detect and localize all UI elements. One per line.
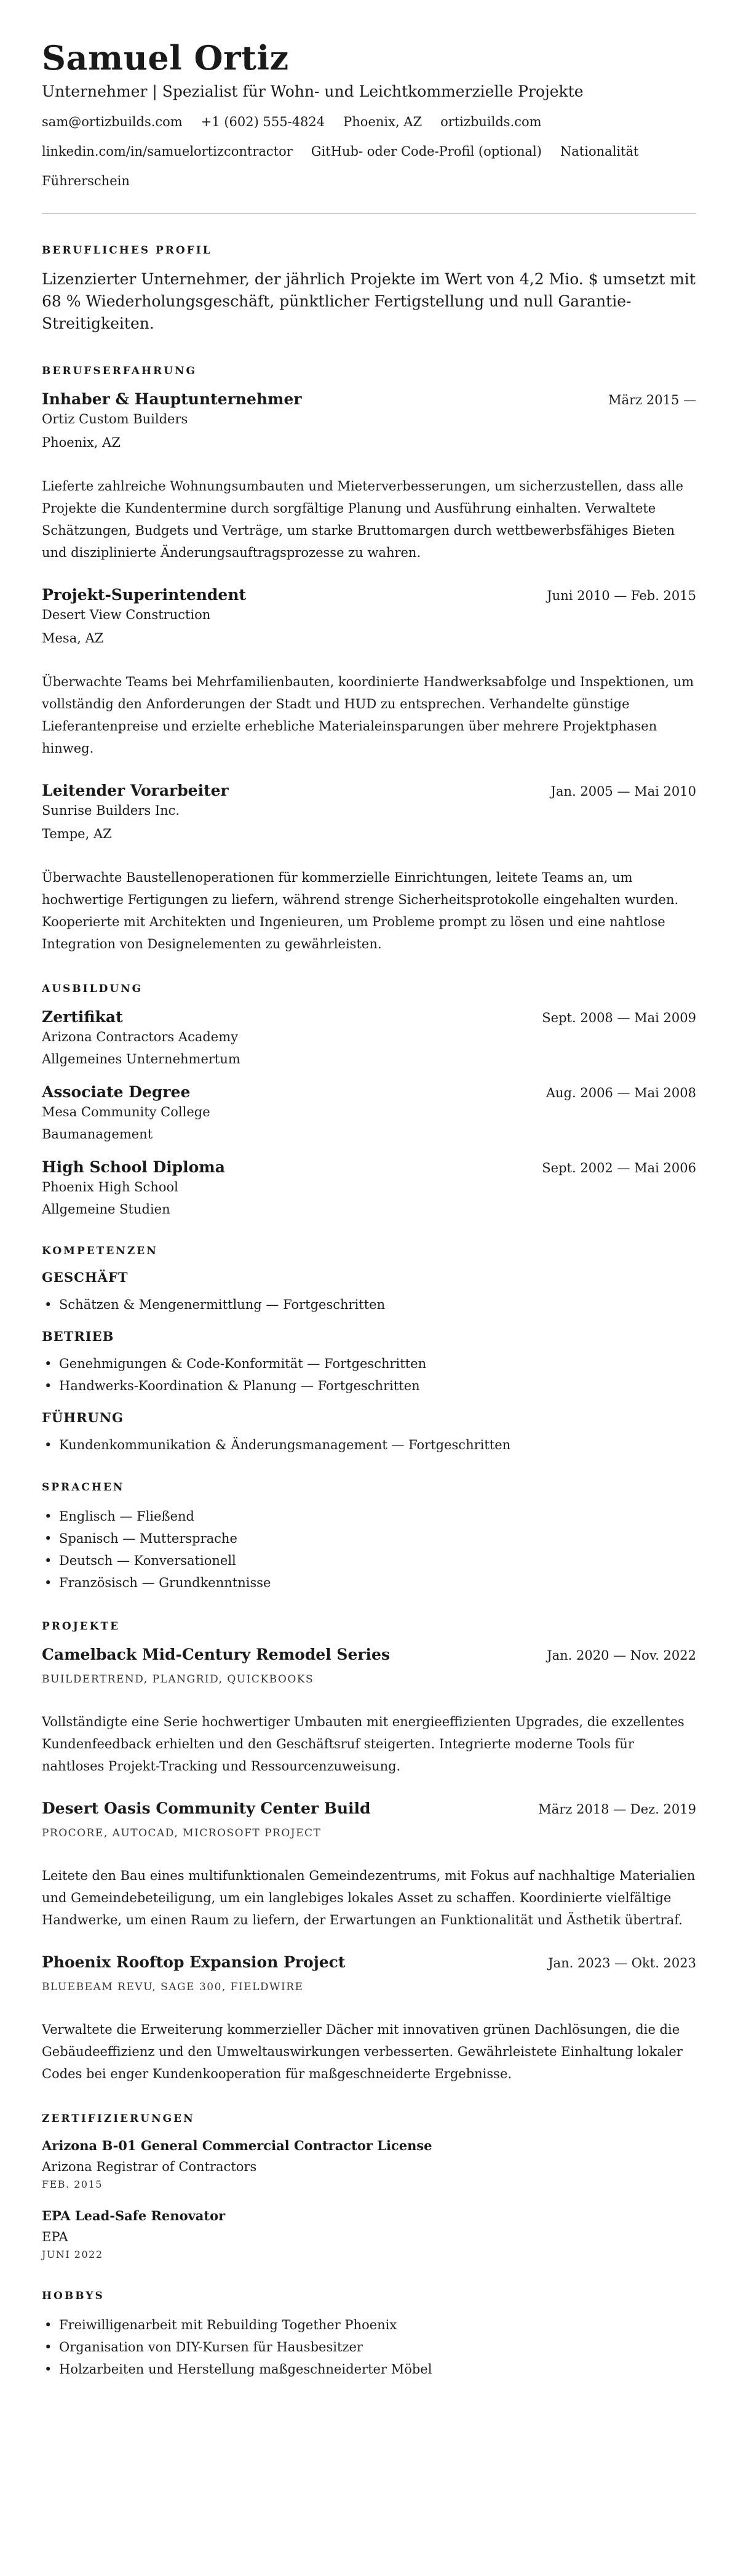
job-location: Phoenix, AZ xyxy=(42,435,121,450)
education-section xyxy=(42,982,696,1218)
field-of-study: Allgemeine Studien xyxy=(42,1202,170,1217)
contact-line-2 xyxy=(42,143,696,160)
school-name: Mesa Community College xyxy=(42,1105,210,1119)
project-tech: BLUEBEAM REVU, SAGE 300, FIELDWIRE xyxy=(42,1981,304,1993)
skill-item: • Kundenkommunikation & Änderungsmanagement — Fortgeschritten xyxy=(42,1434,696,1456)
header-divider xyxy=(42,213,696,214)
project-entry-header xyxy=(42,1644,696,1665)
project-tech: BUILDERTREND, PLANGRID, QUICKBOOKS xyxy=(42,1673,314,1686)
skill-group xyxy=(42,1269,696,1316)
profile-section xyxy=(42,244,696,335)
candidate-name: Samuel Ortiz xyxy=(42,38,289,78)
job-description: Überwachte Teams bei Mehrfamilienbauten, koordinierte Handwerksabfolge und Inspektionen, um vollständig den Anforderungen der Stadt und HUD zu entsprechen. Verhandelte günstige Lieferantenpreise und erzielte erhebliche Materialeinsparungen über mehrere Projektphasen hinweg. xyxy=(42,674,694,756)
skill-group-title: FÜHRUNG xyxy=(42,1410,124,1425)
job-title: Inhaber & Hauptunternehmer xyxy=(42,390,302,408)
language-item: • Englisch — Fließend xyxy=(42,1505,696,1527)
drivers-license-text: Führerschein xyxy=(42,174,130,188)
certification-name: EPA Lead-Safe Renovator xyxy=(42,2208,226,2223)
job-location: Tempe, AZ xyxy=(42,826,112,841)
company-name: Sunrise Builders Inc. xyxy=(42,803,180,818)
skill-group-title: GESCHÄFT xyxy=(42,1270,129,1285)
experience-entry-header xyxy=(42,585,696,606)
projects-section xyxy=(42,1620,696,2085)
job-title: Projekt-Superintendent xyxy=(42,586,247,604)
skills-section xyxy=(42,1244,696,1456)
education-entry-header xyxy=(42,1082,696,1103)
hobbies-heading: HOBBYS xyxy=(42,2290,105,2302)
skill-item: • Genehmigungen & Code-Konformität — Fortgeschritten xyxy=(42,1353,696,1375)
resume-header xyxy=(42,38,696,190)
company-name: Desert View Construction xyxy=(42,607,211,622)
phone-link[interactable]: +1 (602) 555-4824 xyxy=(200,114,325,129)
project-entry xyxy=(42,1952,696,2085)
skill-list xyxy=(42,1294,696,1316)
education-entry-header xyxy=(42,1007,696,1028)
languages-section xyxy=(42,1481,696,1594)
project-entry xyxy=(42,1798,696,1931)
hobby-item: • Organisation von DIY-Kursen für Hausbesitzer xyxy=(42,2336,696,2358)
project-description: Verwaltete die Erweiterung kommerzieller Dächer mit innovativen grünen Dachlösungen, die die Gebäudeeffizienz und den Umweltauswirkungen verbesserten. Gewährleistete Einhaltung lokaler Codes bei enger Kundenkooperation für maßgeschneiderte Ergebnisse. xyxy=(42,2022,683,2081)
profile-summary: Lizenzierter Unternehmer, der jährlich Projekte im Wert von 4,2 Mio. $ umsetzt mit 68 % Wiederholungsgeschäft, pünktlicher Fertigstellung und null Garantie-Streitigkeiten. xyxy=(42,270,696,332)
project-tech: PROCORE, AUTOCAD, MICROSOFT PROJECT xyxy=(42,1827,322,1839)
skill-list xyxy=(42,1353,696,1397)
linkedin-link[interactable]: linkedin.com/in/samuelortizcontractor xyxy=(42,144,293,159)
job-dates: März 2015 — xyxy=(608,393,696,407)
skill-group-title: BETRIEB xyxy=(42,1329,114,1344)
language-item: • Deutsch — Konversationell xyxy=(42,1550,696,1572)
education-dates: Aug. 2006 — Mai 2008 xyxy=(546,1086,696,1100)
project-name: Phoenix Rooftop Expansion Project xyxy=(42,1953,346,1971)
education-dates: Sept. 2002 — Mai 2006 xyxy=(542,1161,696,1175)
contact-line-3 xyxy=(42,172,696,190)
company-name: Ortiz Custom Builders xyxy=(42,412,188,426)
project-entry-header xyxy=(42,1952,696,1973)
location-text: Phoenix, AZ xyxy=(343,114,423,129)
school-name: Arizona Contractors Academy xyxy=(42,1030,239,1044)
degree-title: Zertifikat xyxy=(42,1008,123,1026)
headline: Unternehmer | Spezialist für Wohn- und Leichtkommerzielle Projekte xyxy=(42,82,584,100)
experience-entry xyxy=(42,389,696,564)
education-entry-header xyxy=(42,1157,696,1178)
job-dates: Jan. 2005 — Mai 2010 xyxy=(550,784,696,799)
field-of-study: Allgemeines Unternehmertum xyxy=(42,1052,240,1066)
hobby-item: • Freiwilligenarbeit mit Rebuilding Together Phoenix xyxy=(42,2314,696,2336)
certification-entry xyxy=(42,2207,696,2262)
skills-heading: KOMPETENZEN xyxy=(42,1245,158,1257)
job-title: Leitender Vorarbeiter xyxy=(42,782,229,799)
website-link[interactable]: ortizbuilds.com xyxy=(440,114,542,129)
education-entry xyxy=(42,1082,696,1143)
projects-heading: PROJEKTE xyxy=(42,1620,121,1633)
project-name: Desert Oasis Community Center Build xyxy=(42,1799,371,1817)
job-dates: Juni 2010 — Feb. 2015 xyxy=(547,588,696,603)
certification-name: Arizona B-01 General Commercial Contractor License xyxy=(42,2138,432,2153)
project-description: Vollständigte eine Serie hochwertiger Umbauten mit energieeffizienten Upgrades, die exzellentes Kundenfeedback erhielten und den Geschäftsruf steigerten. Integrierte moderne Tools für nahtloses Projekt-Tracking und Ressourcenzuweisung. xyxy=(42,1714,684,1774)
field-of-study: Baumanagement xyxy=(42,1127,153,1142)
skill-item: • Handwerks-Koordination & Planung — Fortgeschritten xyxy=(42,1375,696,1397)
project-entry-header xyxy=(42,1798,696,1819)
project-dates: Jan. 2020 — Nov. 2022 xyxy=(547,1648,696,1663)
experience-section xyxy=(42,364,696,955)
language-item: • Französisch — Grundkenntnisse xyxy=(42,1572,696,1594)
nationality-text: Nationalität xyxy=(560,144,639,159)
certification-issuer: Arizona Registrar of Contractors xyxy=(42,2159,257,2174)
project-entry xyxy=(42,1644,696,1777)
skill-group xyxy=(42,1409,696,1456)
certification-date: JUNI 2022 xyxy=(42,2249,103,2260)
skill-item: • Schätzen & Mengenermittlung — Fortgeschritten xyxy=(42,1294,696,1316)
contact-line-1 xyxy=(42,113,696,130)
education-dates: Sept. 2008 — Mai 2009 xyxy=(542,1010,696,1025)
certification-entry xyxy=(42,2137,696,2192)
skill-group xyxy=(42,1328,696,1397)
certification-issuer: EPA xyxy=(42,2230,68,2244)
experience-entry-header xyxy=(42,780,696,801)
education-entry xyxy=(42,1157,696,1218)
skill-list xyxy=(42,1434,696,1456)
github-link[interactable]: GitHub- oder Code-Profil (optional) xyxy=(311,144,542,159)
hobbies-section xyxy=(42,2289,696,2380)
school-name: Phoenix High School xyxy=(42,1180,178,1194)
profile-heading: BERUFLICHES PROFIL xyxy=(42,244,212,257)
hobby-item: • Holzarbeiten und Herstellung maßgeschneiderter Möbel xyxy=(42,2358,696,2380)
language-item: • Spanisch — Muttersprache xyxy=(42,1527,696,1550)
certification-date: FEB. 2015 xyxy=(42,2178,103,2190)
project-dates: März 2018 — Dez. 2019 xyxy=(538,1802,696,1817)
experience-entry xyxy=(42,585,696,759)
email-link[interactable]: sam@ortizbuilds.com xyxy=(42,114,183,129)
experience-entry xyxy=(42,780,696,955)
job-description: Überwachte Baustellenoperationen für kommerzielle Einrichtungen, leitete Teams an, um hochwertige Fertigungen zu liefern, während strenge Sicherheitsprotokolle eingehalten wurden. Kooperierte mit Architekten und Ingenieuren, um Probleme prompt zu lösen und eine nahtlose Integration von Designelementen zu gewährleisten. xyxy=(42,870,679,951)
experience-entry-header xyxy=(42,389,696,410)
degree-title: Associate Degree xyxy=(42,1083,191,1101)
job-description: Lieferte zahlreiche Wohnungsumbauten und Mieterverbesserungen, um sicherzustellen, dass alle Projekte die Kundentermine durch sorgfältige Planung und Ausführung einhalten. Verwaltete Schätzungen, Budgets und Verträge, um starke Bruttomargen durch wettbewerbsfähiges Bieten und disziplinierte Änderungsauftragsprozesse zu wahren. xyxy=(42,479,684,560)
language-list xyxy=(42,1505,696,1594)
experience-heading: BERUFSERFAHRUNG xyxy=(42,365,197,377)
languages-heading: SPRACHEN xyxy=(42,1481,125,1494)
education-heading: AUSBILDUNG xyxy=(42,983,143,995)
project-description: Leitete den Bau eines multifunktionalen Gemeindezentrums, mit Fokus auf nachhaltige Materialien und Gemeindebeteiligung, um ein langlebiges lokales Asset zu schaffen. Koordinierte vielfältige Handwerke, um einen Raum zu liefern, der Erwartungen an Funktionalität und Ästhetik übertraf. xyxy=(42,1868,696,1927)
certifications-heading: ZERTIFIZIERUNGEN xyxy=(42,2113,195,2125)
education-entry xyxy=(42,1007,696,1068)
hobby-list xyxy=(42,2314,696,2380)
project-dates: Jan. 2023 — Okt. 2023 xyxy=(548,1956,696,1970)
certifications-section xyxy=(42,2112,696,2262)
project-name: Camelback Mid-Century Remodel Series xyxy=(42,1646,391,1663)
degree-title: High School Diploma xyxy=(42,1158,225,1176)
job-location: Mesa, AZ xyxy=(42,631,104,646)
